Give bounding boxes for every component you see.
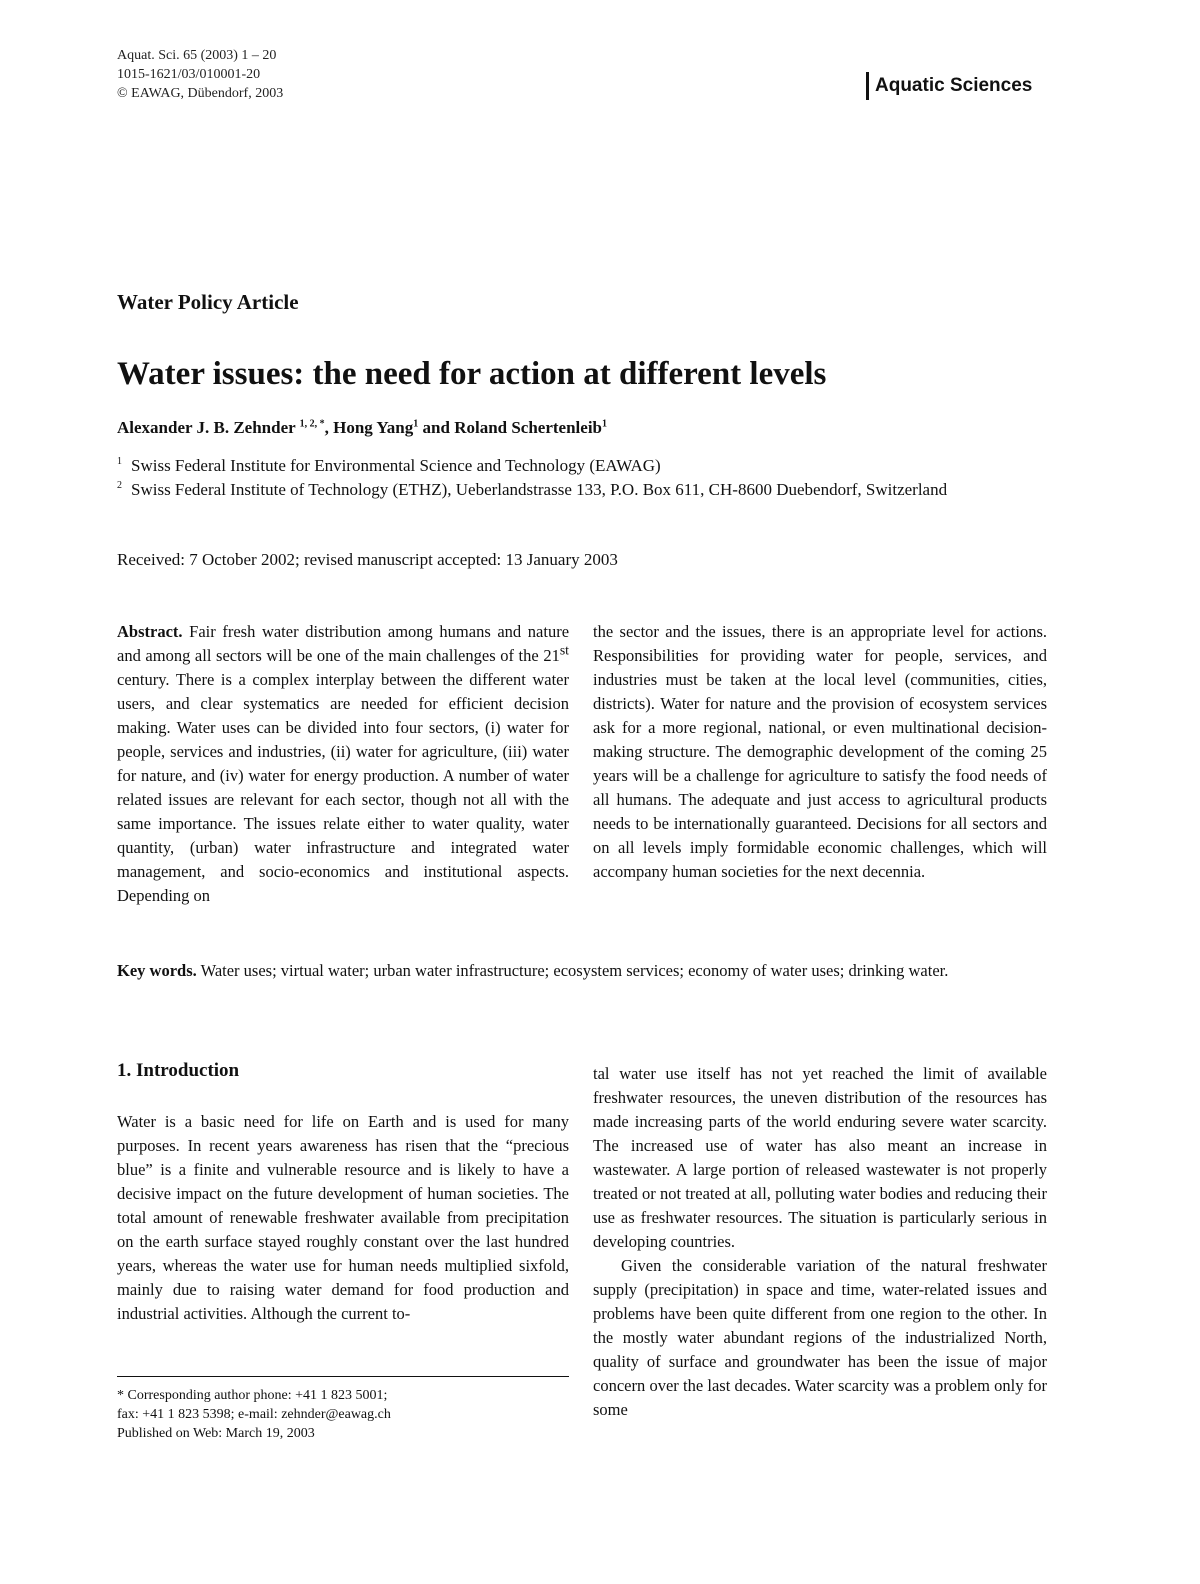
author-name: Alexander J. B. Zehnder (117, 418, 296, 437)
affiliation (117, 454, 1047, 478)
abstract-label: Abstract. (117, 622, 183, 641)
abstract-right-column: the sector and the issues, there is an appropriate level for actions. Responsibilities for providing water for people, services, and industries must be taken at the local level (communities, cities, districts). Water for nature and the provision of ecosystem services ask for a more regional, national, or even multinational decision-making structure. The demographic development of the coming 25 years will be a challenge for agriculture to satisfy the food needs of all humans. The adequate and just access to agricultural products needs to be internationally guaranteed. Decisions for all sectors and on all levels imply formidable economic challenges, which will accompany human societies for the next decennia. (593, 622, 1047, 881)
affiliation-number: 2 (117, 480, 122, 491)
author-name: Hong Yang (333, 418, 414, 437)
affiliation-text: Swiss Federal Institute for Environmental Science and Technology (EAWAG) (131, 456, 661, 475)
affiliation-number: 1 (117, 456, 122, 467)
author-affiliation-mark: 1 (602, 418, 607, 430)
keywords-text: Water uses; virtual water; urban water infrastructure; ecosystem services; economy of water uses; drinking water. (200, 961, 949, 980)
author-separator: and (418, 418, 455, 437)
intro-right-column (593, 1062, 1047, 1422)
author-list (117, 418, 607, 438)
citation-block (117, 46, 283, 103)
abstract-text: century. There is a complex interplay between the different water users, and clear systematics are needed for efficient decision making. Water uses can be divided into four sectors, (i) water for people, services and industries, (ii) water for agriculture, (iii) water for nature, and (iv) water for energy production. A number of water related issues are relevant for each sector, though not all with the same importance. The issues relate either to water quality, water quantity, (urban) water infrastructure and integrated water management, and socio-economics and institutional aspects. Depending on (117, 670, 569, 905)
affiliations (117, 454, 1047, 502)
citation: Aquat. Sci. 65 (2003) 1 – 20 (117, 48, 277, 63)
received-dates: Received: 7 October 2002; revised manuscript accepted: 13 January 2003 (117, 550, 618, 569)
author-name: Roland Schertenleib (454, 418, 602, 437)
paragraph: Given the considerable variation of the natural freshwater supply (precipitation) in space and time, water-related issues and problems have been quite different from one region to the other. In the mostly water abundant regions of the industrialized North, quality of surface and groundwater has been the issue of major concern over the last decades. Water scarcity was a problem only for some (593, 1256, 1047, 1419)
author-affiliation-mark: 1 (413, 418, 419, 430)
affiliation (117, 478, 1047, 502)
copyright: © EAWAG, Dübendorf, 2003 (117, 86, 284, 101)
keywords-label: Key words. (117, 961, 197, 980)
footnote (117, 1386, 391, 1443)
issn: 1015-1621/03/010001-20 (117, 67, 261, 82)
keywords (117, 959, 1047, 983)
journal-name: Aquatic Sciences (866, 72, 1032, 100)
footnote-line: Published on Web: March 19, 2003 (117, 1426, 315, 1441)
intro-left-column: Water is a basic need for life on Earth and is used for many purposes. In recent years awareness has risen that the “precious blue” is a finite and vulnerable resource and is likely to have a decisive impact on the future development of human societies. The total amount of renewable freshwater available from precipitation on the earth surface stayed roughly constant over the last hundred years, whereas the water use for human needs multiplied sixfold, mainly due to raising water demand for food production and industrial activities. Although the current to- (117, 1112, 569, 1323)
section-label: Water Policy Article (117, 290, 299, 314)
footnote-line: * Corresponding author phone: +41 1 823 5001; (117, 1388, 388, 1403)
footnote-divider (117, 1376, 569, 1377)
article-title: Water issues: the need for action at different levels (117, 356, 827, 392)
footnote-line: fax: +41 1 823 5398; e-mail: zehnder@eawag.ch (117, 1407, 391, 1422)
author-separator: , (324, 418, 334, 437)
affiliation-text: Swiss Federal Institute of Technology (ETHZ), Ueberlandstrasse 133, P.O. Box 611, CH-8600 Duebendorf, Switzerland (131, 480, 948, 499)
author-affiliation-mark: 1, 2, * (299, 418, 325, 430)
paragraph: tal water use itself has not yet reached the limit of available freshwater resources, the uneven distribution of the resources has made increasing parts of the world enduring severe water scarcity. The increased use of water has also meant an increase in wastewater. A large portion of released wastewater is not properly treated or not treated at all, polluting water bodies and reducing their use as freshwater resources. The situation is particularly serious in developing countries. (593, 1064, 1047, 1251)
abstract-left-column (117, 620, 569, 908)
section-heading: 1. Introduction (117, 1060, 240, 1081)
abstract-text: Fair fresh water distribution among humans and nature and among all sectors will be one of the main challenges of the 21 (117, 622, 570, 665)
abstract-sup: st (559, 642, 569, 658)
